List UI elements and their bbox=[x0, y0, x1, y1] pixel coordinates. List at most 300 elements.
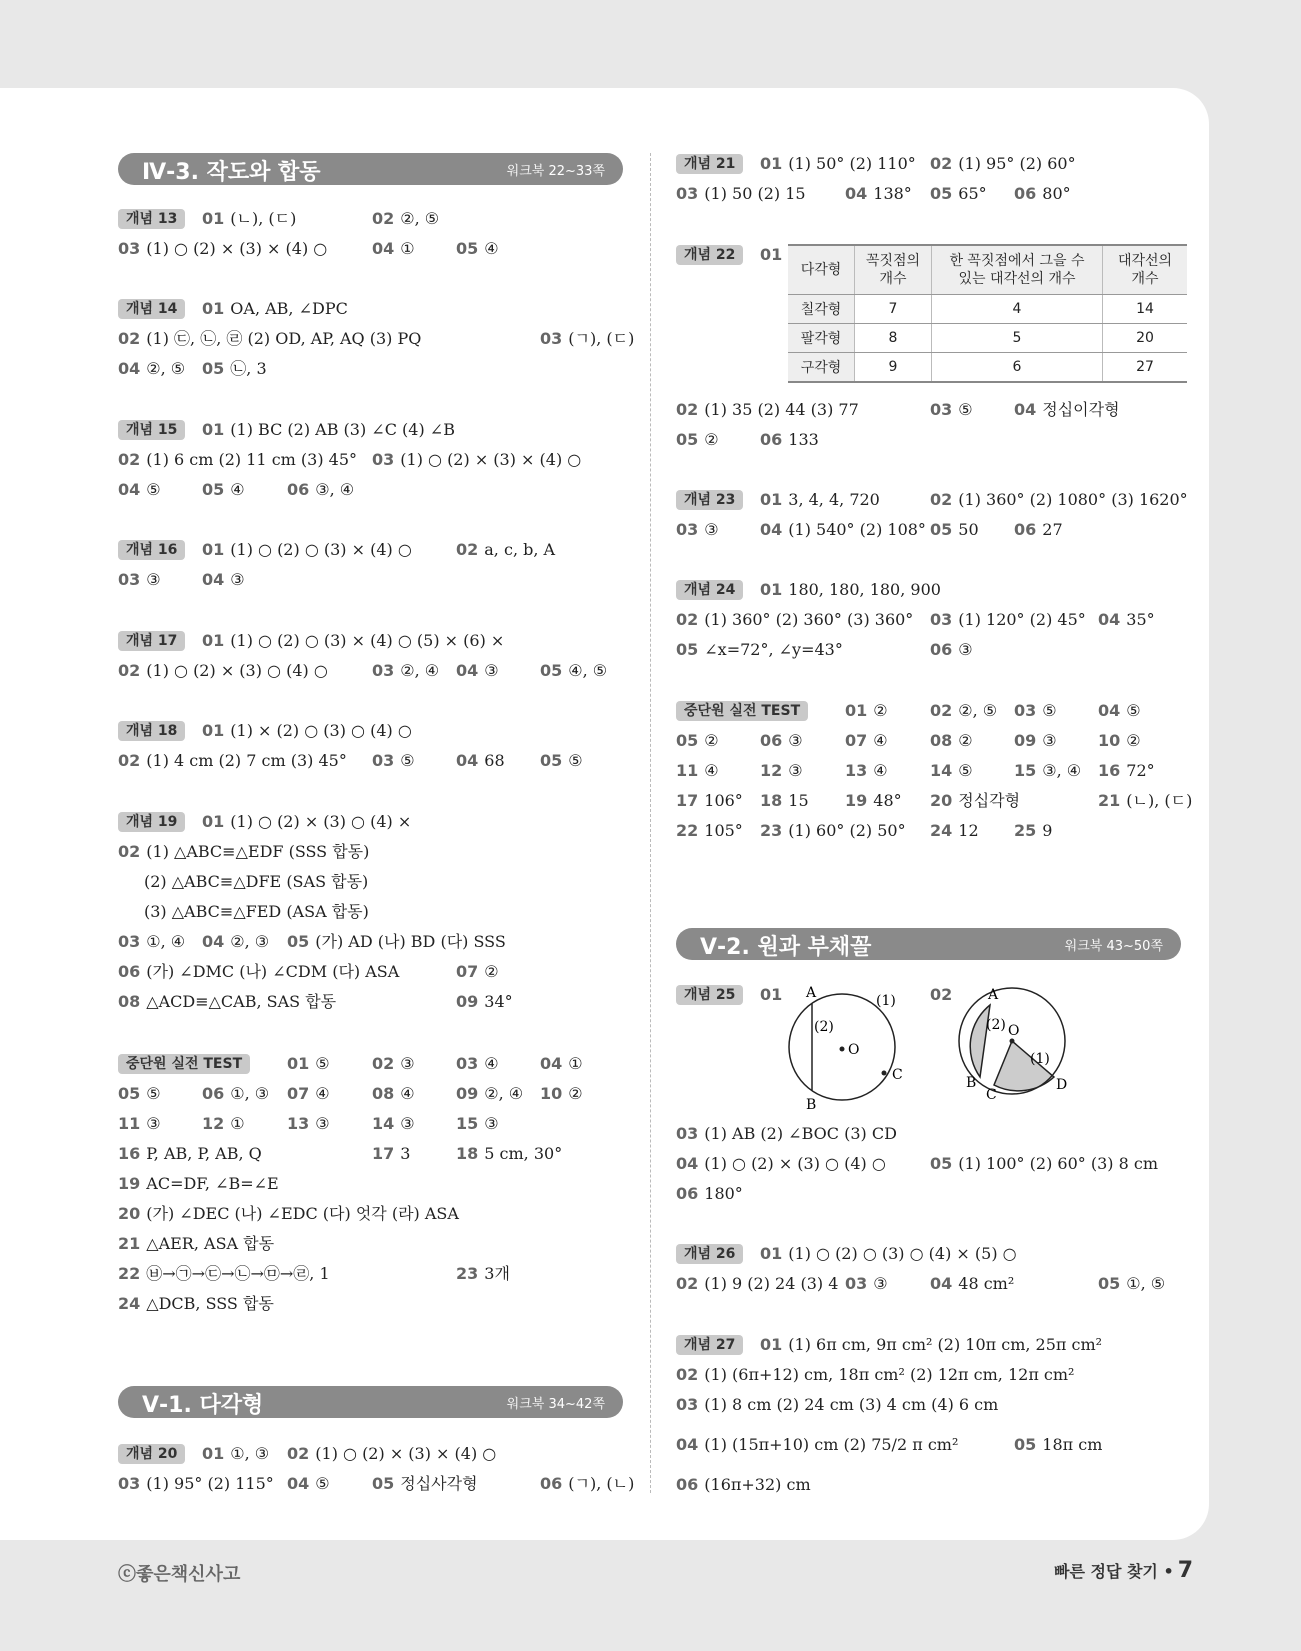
answer-text: (16π+32) cm bbox=[704, 1475, 811, 1494]
answer-item bbox=[676, 789, 743, 813]
answer-text: ②, ⑤ bbox=[400, 209, 440, 228]
answer-text: 180° bbox=[704, 1184, 743, 1203]
answer-item bbox=[676, 1433, 958, 1457]
answer-item bbox=[372, 448, 581, 472]
answer-text: ② bbox=[568, 1084, 583, 1103]
answer-item bbox=[760, 729, 803, 753]
question-number: 04 bbox=[845, 184, 868, 203]
question-number: 16 bbox=[118, 1144, 141, 1163]
question-number: 17 bbox=[372, 1144, 395, 1163]
center-point bbox=[1010, 1039, 1015, 1044]
answer-item bbox=[930, 759, 973, 783]
answer-text: ④ bbox=[873, 761, 888, 780]
page-footer bbox=[1054, 1558, 1193, 1583]
question-number: 01 bbox=[202, 1444, 225, 1463]
answer-item bbox=[676, 1152, 886, 1176]
answer-item bbox=[456, 1262, 510, 1286]
question-number: 02 bbox=[930, 154, 953, 173]
label-b: B bbox=[806, 1097, 817, 1110]
question-number: 01 bbox=[760, 154, 783, 173]
question-number: 13 bbox=[287, 1114, 310, 1133]
question-number: 05 bbox=[540, 751, 563, 770]
answer-text: (1) ○ (2) ○ (3) ○ (4) × (5) ○ bbox=[788, 1244, 1017, 1263]
answer-text: ④ bbox=[315, 1084, 330, 1103]
question-number: 14 bbox=[930, 761, 953, 780]
answer-item bbox=[760, 488, 880, 512]
question-number: 23 bbox=[760, 821, 783, 840]
concept-tag: 개념 13 bbox=[118, 209, 185, 229]
answer-item bbox=[760, 518, 926, 542]
concept-tag: 개념 24 bbox=[676, 580, 743, 600]
banner-title: Ⅴ-2. 원과 부채꼴 bbox=[700, 935, 872, 960]
answer-item bbox=[676, 1122, 897, 1146]
question-number: 09 bbox=[456, 992, 479, 1011]
answer-item bbox=[202, 297, 348, 321]
answer-text: 180, 180, 180, 900 bbox=[788, 580, 941, 599]
question-number: 07 bbox=[456, 962, 479, 981]
circle-figure-1 bbox=[780, 985, 920, 1110]
question-number: 04 bbox=[456, 751, 479, 770]
question-number: 13 bbox=[845, 761, 868, 780]
answer-item bbox=[456, 1142, 562, 1166]
answer-item bbox=[760, 428, 819, 452]
answer-text: (1) (6π+12) cm, 18π cm² (2) 12π cm, 12π cm² bbox=[704, 1365, 1075, 1384]
question-number: 11 bbox=[118, 1114, 141, 1133]
question-number: 02 bbox=[676, 1365, 699, 1384]
circle-figure-2 bbox=[950, 985, 1080, 1105]
answer-item bbox=[1098, 1272, 1165, 1296]
question-number: 12 bbox=[760, 761, 783, 780]
question-number: 02 bbox=[930, 701, 953, 720]
answer-text: 35° bbox=[1126, 610, 1155, 629]
answer-item bbox=[845, 182, 912, 206]
question-number: 04 bbox=[456, 661, 479, 680]
banner-workbook-range: 워크북 34~42쪽 bbox=[506, 1397, 605, 1412]
answer-item bbox=[372, 237, 415, 261]
question-number: 03 bbox=[540, 329, 563, 348]
answer-item bbox=[202, 1442, 269, 1466]
answer-item bbox=[118, 237, 327, 261]
answer-item bbox=[676, 759, 719, 783]
answer-text: (3) △ABC≡△FED (ASA 합동) bbox=[144, 902, 369, 921]
answer-text: ⑤ bbox=[1042, 701, 1057, 720]
answer-text: (1) 540° (2) 108° bbox=[788, 520, 926, 539]
answer-item bbox=[930, 182, 987, 206]
label-o: O bbox=[848, 1042, 860, 1058]
answer-item bbox=[372, 1472, 478, 1496]
question-number: 01 bbox=[760, 490, 783, 509]
question-number: 05 bbox=[930, 520, 953, 539]
answer-text: (1) 6π cm, 9π cm² (2) 10π cm, 25π cm² bbox=[788, 1335, 1103, 1354]
label-a: A bbox=[988, 987, 999, 1003]
question-number: 02 bbox=[676, 610, 699, 629]
answer-text: ① bbox=[400, 239, 415, 258]
answer-text: △AER, ASA 합동 bbox=[146, 1234, 275, 1253]
answer-text: 72° bbox=[1126, 761, 1155, 780]
answer-text: (1) 95° (2) 115° bbox=[146, 1474, 274, 1493]
answer-text: (1) ○ (2) × (3) ○ (4) ○ bbox=[146, 661, 328, 680]
question-number: 10 bbox=[540, 1084, 563, 1103]
question-number: 15 bbox=[456, 1114, 479, 1133]
answer-text: (1) 360° (2) 360° (3) 360° bbox=[704, 610, 914, 629]
answer-text: P, AB, P, AB, Q bbox=[146, 1144, 262, 1163]
answer-text: ③ bbox=[146, 570, 161, 589]
question-number: 03 bbox=[845, 1274, 868, 1293]
answer-item bbox=[676, 1272, 838, 1296]
answer-text: (가) AD (나) BD (다) SSS bbox=[315, 932, 506, 951]
question-number: 05 bbox=[202, 359, 225, 378]
section-banner-iv-3 bbox=[118, 153, 623, 185]
table-cell: 칠각형 bbox=[788, 295, 855, 324]
question-number: 03 bbox=[118, 570, 141, 589]
question-number: 06 bbox=[287, 480, 310, 499]
answer-item bbox=[676, 608, 913, 632]
question-number: 01 bbox=[287, 1054, 310, 1073]
answer-item bbox=[540, 749, 583, 773]
answer-item bbox=[540, 1082, 583, 1106]
answer-text: ①, ⑤ bbox=[1126, 1274, 1166, 1293]
answer-item bbox=[287, 930, 506, 954]
label-1: (1) bbox=[1030, 1051, 1050, 1067]
answer-text: ②, ③ bbox=[230, 932, 270, 951]
question-number: 04 bbox=[676, 1435, 699, 1454]
answer-item bbox=[118, 960, 399, 984]
label-o: O bbox=[1008, 1023, 1020, 1039]
answer-text: (1) ○ (2) × (3) ○ (4) ○ bbox=[704, 1154, 886, 1173]
answer-text: ㉡, 3 bbox=[230, 359, 267, 378]
answer-text: (1) × (2) ○ (3) ○ (4) ○ bbox=[230, 721, 412, 740]
concept-tag: 개념 19 bbox=[118, 812, 185, 832]
answer-text: a, c, b, A bbox=[484, 540, 556, 559]
answer-text: ④ bbox=[484, 239, 499, 258]
answer-text: ②, ⑤ bbox=[958, 701, 998, 720]
question-number: 06 bbox=[760, 731, 783, 750]
answer-text: (1) 50 (2) 15 bbox=[704, 184, 806, 203]
answer-text: ③ bbox=[1042, 731, 1057, 750]
question-number: 02 bbox=[372, 1054, 395, 1073]
answer-item bbox=[372, 1112, 415, 1136]
answer-item bbox=[118, 1232, 274, 1256]
question-number: 02 bbox=[118, 842, 141, 861]
question-number: 02 bbox=[118, 450, 141, 469]
answer-item bbox=[372, 1052, 415, 1076]
answer-text: 3개 bbox=[484, 1264, 510, 1283]
label-d: D bbox=[1056, 1077, 1068, 1093]
question-number: 22 bbox=[118, 1264, 141, 1283]
answer-item bbox=[202, 629, 504, 653]
answer-item bbox=[372, 659, 439, 683]
question-number: 01 bbox=[202, 299, 225, 318]
question-number: 01 bbox=[760, 1335, 783, 1354]
question-number: 02 bbox=[930, 985, 953, 1004]
question-number: 05 bbox=[676, 731, 699, 750]
center-point bbox=[840, 1047, 845, 1052]
table-cell: 8 bbox=[855, 324, 932, 353]
answer-item bbox=[202, 930, 269, 954]
answer-item bbox=[202, 478, 245, 502]
answer-item bbox=[287, 1112, 330, 1136]
answer-item bbox=[1014, 1433, 1102, 1457]
answer-text: (1) 100° (2) 60° (3) 8 cm bbox=[958, 1154, 1158, 1173]
answer-text: ③ bbox=[315, 1114, 330, 1133]
question-number: 09 bbox=[456, 1084, 479, 1103]
answer-text: (1) AB (2) ∠BOC (3) CD bbox=[704, 1124, 897, 1143]
question-number: 14 bbox=[372, 1114, 395, 1133]
answer-text: 133 bbox=[788, 430, 819, 449]
answer-item bbox=[930, 1272, 1014, 1296]
answer-text: ⑤ bbox=[568, 751, 583, 770]
answer-item bbox=[845, 759, 888, 783]
answer-text: 138° bbox=[873, 184, 912, 203]
question-number: 20 bbox=[930, 791, 953, 810]
answer-text: (1) 35 (2) 44 (3) 77 bbox=[704, 400, 859, 419]
question-number: 04 bbox=[1098, 610, 1121, 629]
answer-text: 80° bbox=[1042, 184, 1071, 203]
question-number: 02 bbox=[372, 209, 395, 228]
answer-item bbox=[1098, 699, 1141, 723]
label-c: C bbox=[986, 1087, 997, 1103]
table-cell: 14 bbox=[1103, 295, 1188, 324]
answer-item bbox=[1014, 182, 1071, 206]
answer-text: ③ bbox=[958, 640, 973, 659]
question-number: 02 bbox=[118, 751, 141, 770]
table-cell: 구각형 bbox=[788, 353, 855, 383]
answer-item bbox=[1098, 608, 1155, 632]
question-number: 01 bbox=[760, 245, 783, 264]
concept-tag: 개념 21 bbox=[676, 154, 743, 174]
answer-text: ③ bbox=[400, 1054, 415, 1073]
answer-item bbox=[118, 1202, 459, 1226]
question-number: 18 bbox=[456, 1144, 479, 1163]
question-number: 04 bbox=[202, 570, 225, 589]
answer-item bbox=[676, 518, 719, 542]
answer-text: ② bbox=[704, 731, 719, 750]
answer-text: (1) ㉢, ㉡, ㉣ (2) OD, AP, AQ (3) PQ bbox=[146, 329, 422, 348]
answer-item bbox=[456, 1112, 499, 1136]
answer-text: (1) ○ (2) × (3) ○ (4) × bbox=[230, 812, 412, 831]
concept-tag: 개념 25 bbox=[676, 985, 743, 1005]
answer-item bbox=[1014, 398, 1120, 422]
question-number: 04 bbox=[202, 932, 225, 951]
answer-item bbox=[202, 418, 455, 442]
question-number: 24 bbox=[118, 1294, 141, 1313]
answer-text: (1) △ABC≡△EDF (SSS 합동) bbox=[146, 842, 370, 861]
answer-item bbox=[118, 448, 357, 472]
question-number: 03 bbox=[676, 1395, 699, 1414]
question-number: 02 bbox=[287, 1444, 310, 1463]
answer-item bbox=[676, 1393, 998, 1417]
question-number: 06 bbox=[930, 640, 953, 659]
answer-text: ③ bbox=[400, 1114, 415, 1133]
concept-tag: 개념 14 bbox=[118, 299, 185, 319]
answer-text: 15 bbox=[788, 791, 809, 810]
answer-item bbox=[930, 1152, 1158, 1176]
answer-item bbox=[676, 182, 806, 206]
question-number: 01 bbox=[202, 540, 225, 559]
answer-text: ⑤ bbox=[1126, 701, 1141, 720]
answer-text: ④ bbox=[484, 1054, 499, 1073]
answer-text: AC=DF, ∠B=∠E bbox=[146, 1174, 279, 1193]
answer-text: ③ bbox=[484, 661, 499, 680]
answer-item bbox=[676, 1182, 743, 1206]
table-header-cell: 꼭짓점의 개수 bbox=[855, 245, 932, 295]
answer-text: 9 bbox=[1042, 821, 1053, 840]
question-number: 09 bbox=[1014, 731, 1037, 750]
answer-item bbox=[202, 538, 412, 562]
answer-text: ①, ③ bbox=[230, 1084, 270, 1103]
question-number: 21 bbox=[1098, 791, 1121, 810]
answer-text: 65° bbox=[958, 184, 987, 203]
question-number: 01 bbox=[202, 209, 225, 228]
question-number: 23 bbox=[456, 1264, 479, 1283]
question-number: 08 bbox=[372, 1084, 395, 1103]
question-number: 01 bbox=[202, 420, 225, 439]
table-header-cell: 한 꼭짓점에서 그을 수 있는 대각선의 개수 bbox=[932, 245, 1103, 295]
answer-item bbox=[676, 1363, 1074, 1387]
answer-item bbox=[930, 398, 973, 422]
answer-item bbox=[118, 478, 161, 502]
question-number: 06 bbox=[1014, 184, 1037, 203]
answer-item bbox=[144, 900, 369, 924]
question-number: 10 bbox=[1098, 731, 1121, 750]
answer-item bbox=[676, 1473, 811, 1497]
answer-item bbox=[676, 819, 743, 843]
question-number: 04 bbox=[676, 1154, 699, 1173]
answer-text: (1) ○ (2) × (3) × (4) ○ bbox=[315, 1444, 497, 1463]
answer-item bbox=[287, 1052, 330, 1076]
answer-text: (ㄱ), (ㄴ) bbox=[568, 1474, 635, 1493]
answer-item bbox=[202, 207, 296, 231]
answer-item bbox=[845, 1272, 888, 1296]
answer-item bbox=[202, 357, 267, 381]
question-number: 02 bbox=[676, 1274, 699, 1293]
answer-text: ①, ③ bbox=[230, 1444, 270, 1463]
footer-title: 빠른 정답 찾기 • bbox=[1054, 1562, 1174, 1581]
answer-text: ③ bbox=[704, 520, 719, 539]
segment-shaded bbox=[970, 1005, 990, 1077]
answer-item bbox=[144, 870, 368, 894]
answer-item bbox=[540, 327, 634, 351]
question-number: 04 bbox=[118, 480, 141, 499]
answer-text: ∠x=72°, ∠y=43° bbox=[704, 640, 843, 659]
answer-item bbox=[1014, 699, 1057, 723]
answer-text: (1) 9 (2) 24 (3) 4 bbox=[704, 1274, 839, 1293]
banner-title: Ⅴ-1. 다각형 bbox=[142, 1393, 264, 1418]
answer-item bbox=[202, 810, 411, 834]
question-number: 08 bbox=[930, 731, 953, 750]
answer-text: ⑤ bbox=[315, 1474, 330, 1493]
table-cell: 9 bbox=[855, 353, 932, 383]
answer-text: 105° bbox=[704, 821, 743, 840]
concept-tag: 개념 22 bbox=[676, 245, 743, 265]
point-c bbox=[882, 1071, 887, 1076]
answer-item bbox=[456, 538, 555, 562]
concept-tag: 개념 20 bbox=[118, 1444, 185, 1464]
answer-text: 3, 4, 4, 720 bbox=[788, 490, 880, 509]
question-number: 01 bbox=[760, 985, 783, 1004]
question-number: 07 bbox=[287, 1084, 310, 1103]
answer-text: (ㄴ), (ㄷ) bbox=[1126, 791, 1193, 810]
answer-text: (1) (15π+10) cm (2) 75/2 π cm² bbox=[704, 1435, 959, 1454]
concept-tag: 개념 17 bbox=[118, 631, 185, 651]
question-number: 01 bbox=[202, 812, 225, 831]
answer-item bbox=[118, 1262, 330, 1286]
answer-item bbox=[118, 1472, 274, 1496]
page-number: 7 bbox=[1177, 1558, 1193, 1583]
concept-tag: 중단원 실전 TEST bbox=[118, 1054, 250, 1074]
question-number: 04 bbox=[760, 520, 783, 539]
answer-text: OA, AB, ∠DPC bbox=[230, 299, 348, 318]
table-cell: 6 bbox=[932, 353, 1103, 383]
table-header-cell: 대각선의 개수 bbox=[1103, 245, 1188, 295]
answer-item bbox=[287, 1082, 330, 1106]
question-number: 03 bbox=[930, 610, 953, 629]
concept-tag: 개념 15 bbox=[118, 420, 185, 440]
answer-item bbox=[287, 1472, 330, 1496]
question-number: 03 bbox=[372, 661, 395, 680]
question-number: 03 bbox=[118, 932, 141, 951]
answer-text: ③ bbox=[484, 1114, 499, 1133]
answer-text: 106° bbox=[704, 791, 743, 810]
answer-text: ③ bbox=[873, 1274, 888, 1293]
answer-item bbox=[760, 819, 906, 843]
answer-item bbox=[287, 1442, 496, 1466]
question-number: 01 bbox=[760, 580, 783, 599]
answer-text: 27 bbox=[1042, 520, 1063, 539]
answer-text: (1) 95° (2) 60° bbox=[958, 154, 1076, 173]
answer-item bbox=[930, 819, 979, 843]
answer-item bbox=[760, 789, 809, 813]
answer-text: ④, ⑤ bbox=[568, 661, 608, 680]
answer-text: (1) ○ (2) × (3) × (4) ○ bbox=[400, 450, 582, 469]
answer-text: 48° bbox=[873, 791, 902, 810]
question-number: 02 bbox=[930, 490, 953, 509]
question-number: 20 bbox=[118, 1204, 141, 1223]
label-2: (2) bbox=[986, 1017, 1006, 1033]
answer-text: ④ bbox=[704, 761, 719, 780]
answer-item bbox=[1098, 789, 1192, 813]
publisher-logo: ⓒ좋은책신사고 bbox=[118, 1564, 241, 1585]
answer-item bbox=[372, 1142, 410, 1166]
answer-text: (ㄴ), (ㄷ) bbox=[230, 209, 297, 228]
answer-item bbox=[456, 749, 505, 773]
answer-item bbox=[760, 1333, 1102, 1357]
answer-text: 50 bbox=[958, 520, 979, 539]
answer-text: (2) △ABC≡△DFE (SAS 합동) bbox=[144, 872, 369, 891]
answer-text: (1) 120° (2) 45° bbox=[958, 610, 1086, 629]
answer-item bbox=[930, 608, 1086, 632]
question-number: 02 bbox=[676, 400, 699, 419]
banner-title: Ⅳ-3. 작도와 합동 bbox=[142, 160, 321, 185]
label-c: C bbox=[892, 1067, 903, 1083]
question-number: 04 bbox=[372, 239, 395, 258]
answer-text: ④ bbox=[400, 1084, 415, 1103]
answer-text: ⑤ bbox=[400, 751, 415, 770]
question-number: 06 bbox=[202, 1084, 225, 1103]
answer-item bbox=[930, 789, 1020, 813]
question-number: 05 bbox=[372, 1474, 395, 1493]
answer-item bbox=[372, 749, 415, 773]
answer-text: ③ bbox=[788, 731, 803, 750]
question-number: 05 bbox=[118, 1084, 141, 1103]
question-number: 01 bbox=[760, 1244, 783, 1263]
question-number: 03 bbox=[1014, 701, 1037, 720]
answer-text: ① bbox=[568, 1054, 583, 1073]
question-number: 05 bbox=[1098, 1274, 1121, 1293]
answer-item bbox=[845, 699, 888, 723]
answer-item bbox=[760, 759, 803, 783]
answer-text: △ACD≡△CAB, SAS 합동 bbox=[146, 992, 337, 1011]
